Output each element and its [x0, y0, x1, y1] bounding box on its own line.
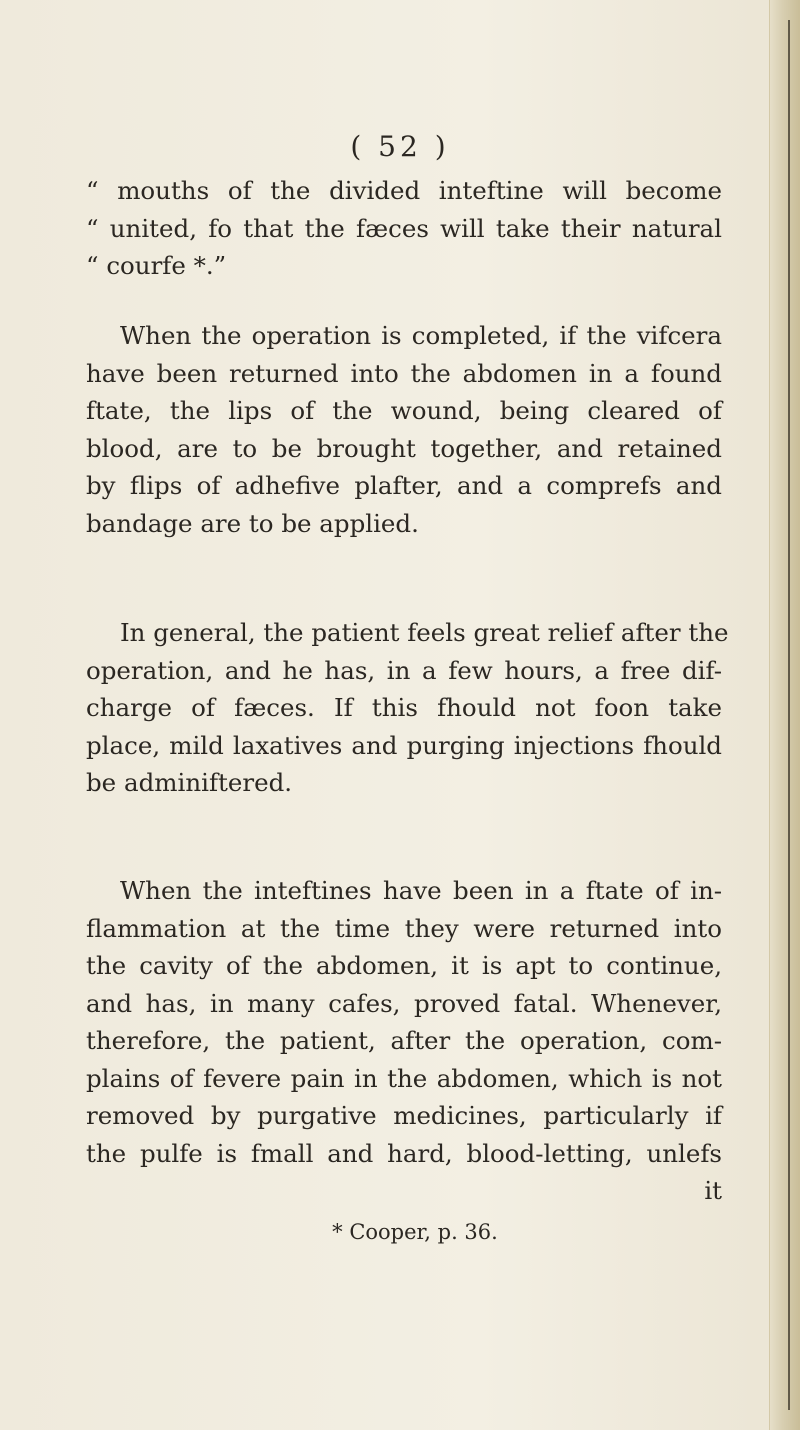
paragraph-quote-end: [86, 172, 722, 285]
text-line: flammation at the time they were returned into: [86, 913, 722, 943]
text-line: therefore, the patient, after the operation, com-: [86, 1026, 722, 1055]
binding-line: [788, 20, 790, 1410]
text-line: In general, the patient feels great relief after the: [120, 618, 729, 647]
text-line: When the operation is completed, if the vifcera: [120, 321, 722, 350]
footnote: * Cooper, p. 36.: [332, 1220, 498, 1244]
text-line: by flips of adhefive plafter, and a comprefs and: [86, 471, 722, 500]
text-line: ftate, the lips of the wound, being cleared of: [86, 396, 722, 425]
text-line: be adminiftered.: [86, 768, 293, 797]
text-line: place, mild laxatives and purging injections fhould: [86, 730, 722, 760]
text-line: operation, and he has, in a few hours, a free dif-: [86, 655, 722, 685]
text-line: bandage are to be applied.: [86, 508, 419, 538]
page-edge: [769, 0, 800, 1430]
text-line: blood, are to be brought together, and retained: [86, 433, 722, 463]
text-line: plains of fevere pain in the abdomen, which is not: [86, 1063, 722, 1093]
page-number: ( 52 ): [350, 130, 450, 163]
text-line: and has, in many cafes, proved fatal. Whenever,: [86, 988, 722, 1018]
text-line: “ courfe *.”: [86, 251, 227, 280]
text-line: the cavity of the abdomen, it is apt to continue,: [86, 951, 722, 980]
paragraph-general-relief: [86, 614, 729, 802]
paragraph-operation-completed: [86, 317, 722, 542]
text-line: have been returned into the abdomen in a found: [86, 358, 722, 388]
catchword: it: [704, 1176, 722, 1205]
text-line: the pulfe is fmall and hard, blood-letting, unlefs: [86, 1138, 722, 1168]
text-line: charge of fæces. If this fhould not foon take: [86, 693, 722, 722]
text-line: “ mouths of the divided inteftine will become: [86, 176, 722, 205]
text-line: removed by purgative medicines, particularly if: [86, 1101, 722, 1130]
catchword-block: [86, 1172, 722, 1210]
text-line: When the inteftines have been in a ftate of in-: [120, 876, 722, 905]
paragraph-inflammation: [86, 872, 722, 1172]
text-line: “ united, fo that the fæces will take their natural: [86, 213, 722, 243]
